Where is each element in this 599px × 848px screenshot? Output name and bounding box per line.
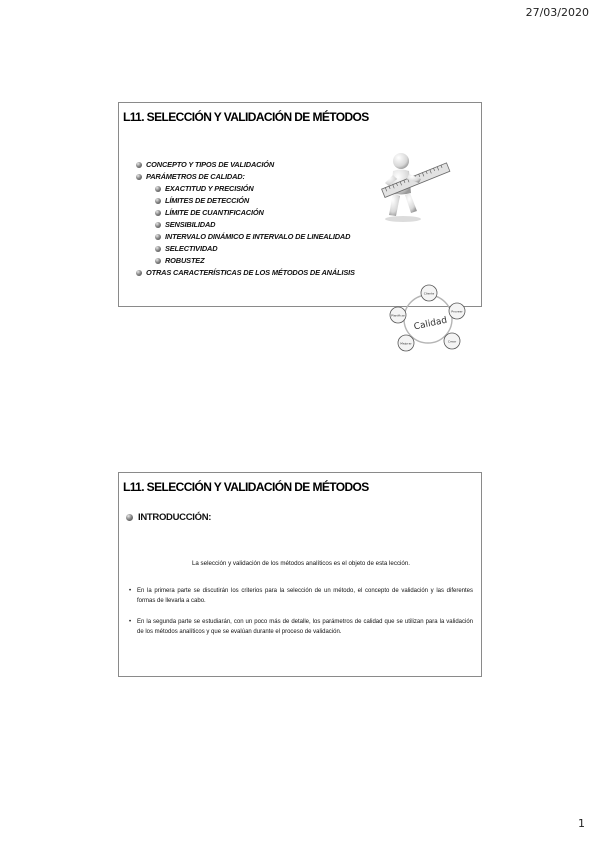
section-heading: INTRODUCCIÓN: <box>126 512 211 523</box>
bullet-ball-icon <box>155 198 161 204</box>
bullet-ball-icon <box>136 270 142 276</box>
slide-1-title: L11. SELECCIÓN Y VALIDACIÓN DE MÉTODOS <box>123 110 369 124</box>
bullet-dot-icon: • <box>129 588 132 594</box>
bullet-item: EXACTITUD Y PRECISIÓN <box>155 184 254 193</box>
bullet-ball-icon <box>155 246 161 252</box>
paragraph: • En la segunda parte se estudiarán, con un poco más de detalle, los parámetros de calidad que se utilizan para la validación de los métodos analíticos y que se evalúan durante el proceso de validación. <box>129 619 473 635</box>
bullet-ball-icon <box>155 234 161 240</box>
figure-with-ruler-image <box>375 149 457 223</box>
bullet-ball-icon <box>155 258 161 264</box>
cycle-center-label: Calidad <box>413 315 449 333</box>
bullet-item: PARÁMETROS DE CALIDAD: <box>136 172 245 181</box>
bullet-item: SELECTIVIDAD <box>155 244 217 253</box>
bullet-item: CONCEPTO Y TIPOS DE VALIDACIÓN <box>136 160 274 169</box>
lead-sentence: La selección y validación de los métodos analíticos es el objeto de esta lección. <box>191 560 411 567</box>
page-number: 1 <box>578 817 585 830</box>
bullet-item: LÍMITE DE CUANTIFICACIÓN <box>155 208 264 217</box>
bullet-ball-icon <box>136 162 142 168</box>
print-date: 27/03/2020 <box>525 6 589 19</box>
bullet-dot-icon: • <box>129 619 132 625</box>
cycle-node-label: Mejorar <box>400 341 412 346</box>
bullet-ball-icon <box>155 186 161 192</box>
bullet-ball-icon <box>155 222 161 228</box>
paragraph: • En la primera parte se discutirán los criterios para la selección de un método, el concepto de validación y las diferentes formas de llevarla a cabo. <box>129 588 473 604</box>
bullet-item: OTRAS CARACTERÍSTICAS DE LOS MÉTODOS DE ANÁLISIS <box>136 268 355 277</box>
slide-2-title: L11. SELECCIÓN Y VALIDACIÓN DE MÉTODOS <box>123 480 369 494</box>
bullet-item: LÍMITES DE DETECCIÓN <box>155 196 249 205</box>
bullet-item: SENSIBILIDAD <box>155 220 215 229</box>
bullet-ball-icon <box>136 174 142 180</box>
cycle-node-label: Planificar <box>391 313 405 318</box>
bullet-ball-icon <box>155 210 161 216</box>
slide-1 <box>118 102 482 346</box>
cycle-node-label: Cliente <box>423 291 435 296</box>
slide-2 <box>118 472 482 677</box>
cycle-node-label: Crear <box>447 339 457 344</box>
bullet-item: INTERVALO DINÁMICO E INTERVALO DE LINEALIDAD <box>155 232 350 241</box>
quality-cycle-diagram <box>385 279 471 355</box>
cycle-node-label: Proveer <box>451 309 463 314</box>
bullet-ball-icon <box>126 514 133 521</box>
bullet-item: ROBUSTEZ <box>155 256 204 265</box>
